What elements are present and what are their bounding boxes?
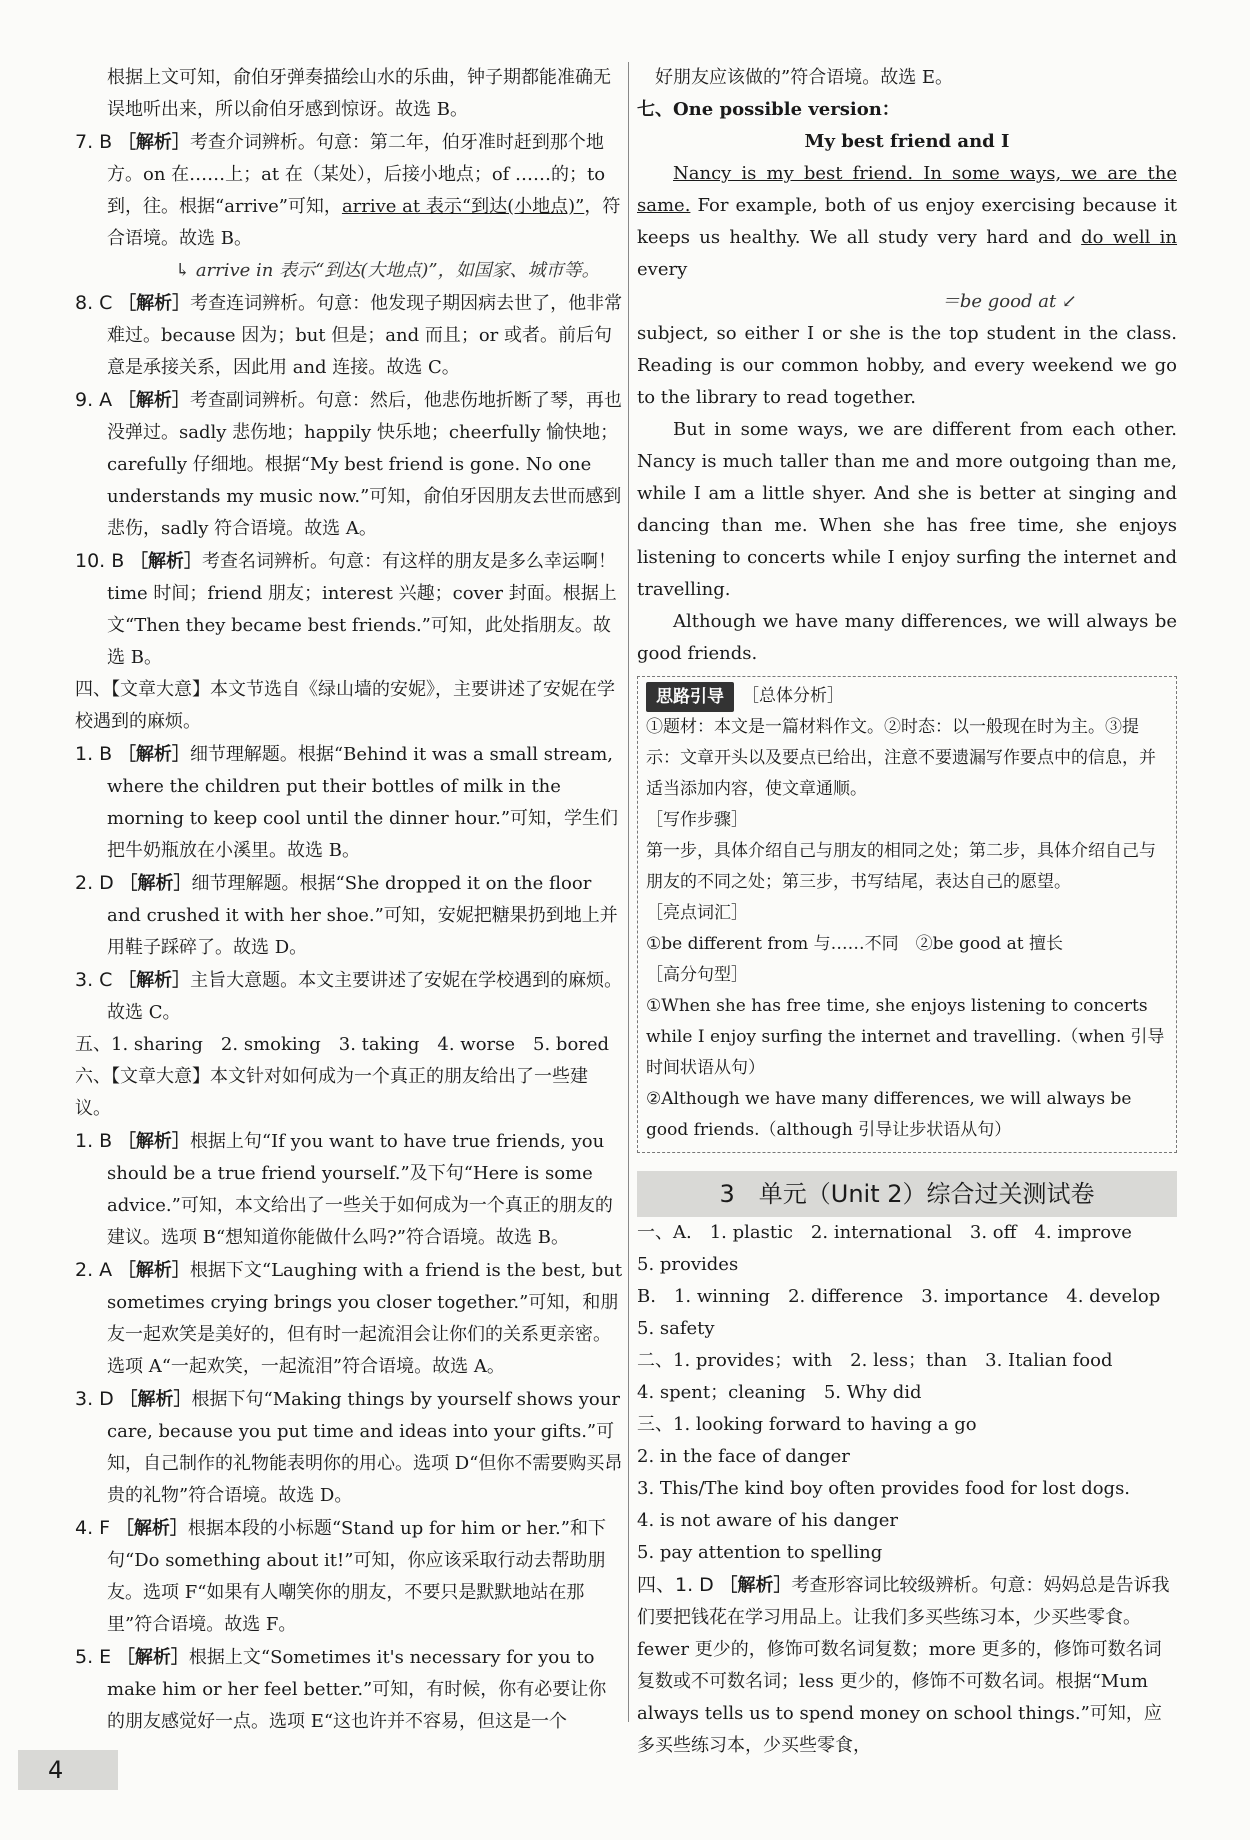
answer-text: 考查副词辨析。句意：然后，他悲伤地折断了琴，再也没弹过。sadly 悲伤地；happily 快乐地；cheerfully 愉快地；carefully 仔细地。根据“My best friend is gone. No one understands my music now.”可知，俞伯牙因朋友去世而感到悲伤，sadly 符合语境。故选 A。 — [107, 390, 622, 539]
analysis-tag: ［解析］ — [118, 970, 191, 991]
underlined-sentence: Nancy is my best friend. In some ways, we are the same. — [637, 163, 1177, 216]
writing-guide-header — [646, 681, 1168, 712]
answer-10 — [75, 545, 623, 674]
answer-text: 考查介词辨析。句意：第二年，伯牙准时赶到那个地方。on 在……上；at 在（某处），后接小地点；of ……的；to 到，往。根据“arrive”可知， — [107, 132, 606, 217]
answer-line: 4. spent；cleaning 5. Why did — [637, 1382, 922, 1403]
answer-7 — [75, 126, 623, 255]
answer-line: 4. is not aware of his danger — [637, 1510, 898, 1531]
page-number: 4 — [18, 1750, 118, 1790]
essay-paragraph-1-cont: subject, so either I or she is the top student in the class. Reading is our common hobby, and every weekend we go to the library to read together. — [637, 323, 1177, 408]
section-6-answer-2 — [75, 1254, 623, 1383]
analysis-tag: ［解析］ — [117, 390, 190, 411]
answer-text: 根据下句“Making things by yourself shows your care, because you put time and ideas into your gifts.”可知，自己制作的礼物能表明你的用心。选项 D“但你不需要购买昂贵的礼物”符合语境。故选 D。 — [107, 1389, 623, 1506]
box-subheading: ［写作步骤］ — [646, 810, 748, 830]
analysis-tag: ［解析］ — [117, 1131, 190, 1152]
box-text: ①题材：本文是一篇材料作文。②时态：以一般现在时为主。③提示：文章开头以及要点已给出，注意不要遗漏写作要点中的信息，并适当添加内容，使文章通顺。 — [646, 717, 1156, 799]
box-subheading: ［亮点词汇］ — [646, 903, 748, 923]
section-5-answers: 五、1. sharing 2. smoking 3. taking 4. worse 5. bored — [75, 1034, 610, 1055]
section-6-answer-4 — [75, 1512, 623, 1641]
box-text: ①be different from 与……不同 ②be good at 擅长 — [646, 934, 1063, 954]
item-number: 1. B — [75, 1130, 113, 1152]
handwritten-note — [637, 286, 1177, 318]
unit-test-banner: 3 单元（Unit 2）综合过关测试卷 — [637, 1171, 1177, 1217]
answer-text: 细节理解题。根据“She dropped it on the floor and crushed it with her shoe.”可知，安妮把糖果扔到地上并用鞋子踩碎了。故选 D。 — [107, 873, 618, 958]
writing-guide-box — [637, 676, 1177, 1153]
item-number: 7. B — [75, 131, 113, 153]
arrow-icon: ↳ — [175, 260, 196, 281]
analysis-tag: ［解析］ — [118, 293, 191, 314]
analysis-tag: ［解析］ — [115, 1518, 188, 1539]
answer-line: B. 1. winning 2. difference 3. importance 4. develop — [637, 1286, 1161, 1307]
answer-text: 根据下文“Laughing with a friend is the best, but sometimes crying brings you closer together.”可知，和朋友一起欢笑是美好的，但有时一起流泪会让你们的关系更亲密。选项 A“一起欢笑，一起流泪”符合语境。故选 A。 — [107, 1260, 623, 1377]
analysis-tag: ［解析］ — [119, 873, 192, 894]
section-4-answer-1 — [75, 738, 623, 867]
answer-9 — [75, 384, 623, 545]
analysis-tag: ［解析］ — [719, 1575, 792, 1596]
answer-line: 一、A. 1. plastic 2. international 3. off 4. improve — [637, 1222, 1132, 1243]
box-text: 第一步，具体介绍自己与朋友的相同之处；第二步，具体介绍自己与朋友的不同之处；第三步，书写结尾，表达自己的愿望。 — [646, 841, 1156, 892]
column-divider — [628, 62, 629, 1722]
item-number: 2. A — [75, 1259, 113, 1281]
essay-paragraph-2: But in some ways, we are different from each other. Nancy is much taller than me and more outgoing than me, while I am a little shyer. And she is better at singing and dancing than me. When she has free time, she enjoys listening to concerts while I enjoy surfing the internet and travelling. — [637, 419, 1177, 600]
answer-line: 5. pay attention to spelling — [637, 1542, 883, 1563]
analysis-tag: ［解析］ — [117, 1260, 190, 1281]
answer-line: 2. in the face of danger — [637, 1446, 850, 1467]
answer-text: 根据上文“Sometimes it's necessary for you to make him or her feel better.”可知，有时候，你有必要让你的朋友感觉好一点。选项 E“这也许并不容易，但这是一个 — [107, 1647, 607, 1732]
item-number: 四、1. D — [637, 1574, 714, 1596]
item-number: 10. B — [75, 550, 125, 572]
section-6-answer-5 — [75, 1641, 623, 1738]
answer-line: 3. This/The kind boy often provides food for lost dogs. — [637, 1478, 1131, 1499]
answer-text: 考查连词辨析。句意：他发现子期因病去世了，他非常难过。because 因为；but 但是；and 而且；or 或者。前后句意是承接关系，因此用 and 连接。故选 C。 — [107, 293, 623, 378]
analysis-tag: ［解析］ — [119, 1389, 192, 1410]
answer-text: 细节理解题。根据“Behind it was a small stream, where the children put their bottles of milk in the morning to keep cool until the dinner hour.”可知，学生们把牛奶瓶放在小溪里。故选 B。 — [107, 744, 619, 861]
essay-title: My best friend and I — [804, 131, 1010, 152]
answer-continued: 好朋友应该做的”符合语境。故选 E。 — [655, 67, 954, 88]
item-number: 3. C — [75, 969, 113, 991]
left-column — [75, 62, 623, 1738]
answer-text: 主旨大意题。本文主要讲述了安妮在学校遇到的麻烦。故选 C。 — [107, 970, 623, 1023]
answer-text: ，符合语境。故选 B。 — [107, 196, 621, 249]
underlined-phrase: arrive at 表示“到达(小地点)” — [341, 196, 585, 217]
answer-line: 三、1. looking forward to having a go — [637, 1414, 977, 1435]
essay-paragraph-3: Although we have many differences, we will always be good friends. — [637, 611, 1177, 664]
box-text: ①When she has free time, she enjoys listening to concerts while I enjoy surfing the internet and travelling.（when 引导时间状语从句） — [646, 996, 1165, 1078]
answer-text: 考查形容词比较级辨析。句意：妈妈总是告诉我们要把钱花在学习用品上。让我们多买些练习本，少买些零食。fewer 更少的，修饰可数名词复数；more 更多的，修饰可数名词复数或不可数名词；less 更少的，修饰不可数名词。根据“Mum always tells us to spend money on school things.”可知，应多买些练习本，少买些零食， — [637, 1575, 1170, 1756]
section-4-answer-3 — [75, 964, 623, 1029]
box-subheading: ［高分句型］ — [646, 965, 748, 985]
section-4-heading: 四、【文章大意】本文节选自《绿山墙的安妮》，主要讲述了安妮在学校遇到的麻烦。 — [75, 679, 615, 732]
item-number: 2. D — [75, 872, 114, 894]
handwritten-note — [75, 255, 623, 287]
answer-line: 5. safety — [637, 1318, 715, 1339]
underlined-phrase: do well in — [1081, 227, 1178, 248]
essay-text: every — [637, 259, 688, 280]
box-text: ②Although we have many differences, we will always be good friends.（although 引导让步状语从句） — [646, 1089, 1132, 1140]
answer-text: 根据本段的小标题“Stand up for him or her.”和下句“Do something about it!”可知，你应该采取行动去帮助朋友。选项 F“如果有人嘲笑你的朋友，不要只是默默地站在那里”符合语境。故选 F。 — [107, 1518, 606, 1635]
item-number: 4. F — [75, 1517, 111, 1539]
note-text: arrive in 表示“到达(大地点)”，如国家、城市等。 — [195, 260, 600, 281]
box-subheading: ［总体分析］ — [742, 686, 844, 706]
answer-text: 根据上句“If you want to have true friends, you should be a true friend yourself.”及下句“Here is some advice.”可知，本文给出了一些关于如何成为一个真正的朋友的建议。选项 B“想知道你能做什么吗?”符合语境。故选 B。 — [107, 1131, 613, 1248]
section-7-heading: 七、One possible version： — [637, 99, 900, 120]
section-4-answer-2 — [75, 867, 623, 964]
section-6-heading: 六、【文章大意】本文针对如何成为一个真正的朋友给出了一些建议。 — [75, 1066, 588, 1119]
writing-guide-badge: 思路引导 — [646, 682, 734, 712]
answer-line: 二、1. provides；with 2. less；than 3. Italian food — [637, 1350, 1113, 1371]
essay-text: For example, both of us enjoy exercising because it keeps us healthy. We all study very hard and — [637, 195, 1177, 248]
note-text: ＝be good at — [941, 291, 1057, 312]
item-number: 9. A — [75, 389, 113, 411]
analysis-tag: ［解析］ — [130, 551, 203, 572]
answer-line: 5. provides — [637, 1254, 739, 1275]
answer-text: 考查名词辨析。句意：有这样的朋友是多么幸运啊！time 时间；friend 朋友；interest 兴趣；cover 封面。根据上文“Then they became best friends.”可知，此处指朋友。故选 B。 — [107, 551, 617, 668]
analysis-tag: ［解析］ — [117, 132, 190, 153]
answer-continued: 根据上文可知，俞伯牙弹奏描绘山水的乐曲，钟子期都能准确无误地听出来，所以俞伯牙感到惊讶。故选 B。 — [107, 67, 611, 120]
section-6-answer-3 — [75, 1383, 623, 1512]
arrow-icon: ↙ — [1056, 291, 1077, 312]
item-number: 5. E — [75, 1646, 112, 1668]
analysis-tag: ［解析］ — [116, 1647, 189, 1668]
analysis-tag: ［解析］ — [117, 744, 190, 765]
section-4-answer-1-unit — [637, 1569, 1177, 1762]
essay-paragraph-1 — [637, 158, 1177, 286]
item-number: 3. D — [75, 1388, 114, 1410]
answer-8 — [75, 287, 623, 384]
item-number: 8. C — [75, 292, 113, 314]
right-column — [637, 62, 1177, 1762]
section-6-answer-1 — [75, 1125, 623, 1254]
item-number: 1. B — [75, 743, 113, 765]
